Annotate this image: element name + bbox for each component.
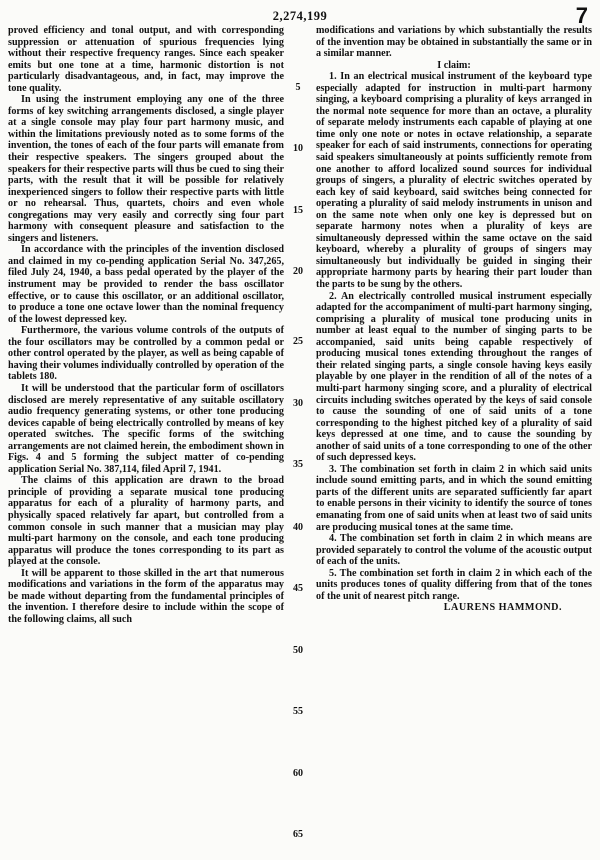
claims-heading: I claim: <box>437 59 471 71</box>
left-column <box>8 25 284 625</box>
paragraph: In using the instrument employing any one of the three forms of key switching arrangements disclosed, a single player at a single console may play four part harmony music, and within the limitations previously noted as to some forms of the invention, the tones of each of the four parts will emanate from their respective speakers. The singers grouped about the speakers for their respective parts will thus be cued to sing their parts, with the result that it will be possible for relatively inexperienced singers to follow their respective parts with little or no rehearsal. Thus, quartets, choirs and even whole congregations may very easily and correctly sing four part harmony with consequent pleasure and satisfaction to the singers and listeners. <box>8 94 284 244</box>
paragraph: Furthermore, the various volume controls of the outputs of the four oscillators may be controlled by a common pedal or other control operated by the player, as well as being capable of having their volumes individually controlled by operation of the tablets 180. <box>8 325 284 383</box>
line-number: 20 <box>293 266 303 277</box>
line-number: 40 <box>293 522 303 533</box>
line-number: 35 <box>293 459 303 470</box>
paragraph: In accordance with the principles of the invention disclosed and claimed in my co-pending application Serial No. 347,265, filed July 24, 1940, a bass pedal operated by the player of the instrument may be provided to render the bass oscillator effective, or to cause this oscillator, or an additional oscillator, to produce a tone one octave lower than the nominal frequency of the lowest depressed key. <box>8 244 284 325</box>
paragraph: proved efficiency and tonal output, and with corresponding suppression or attenuation of spurious frequencies lying without their respective frequency ranges. Since each speaker emits but one tone at a time, harmonic distortion is not particularly disadvantageous, and, in fact, may improve the tone quality. <box>8 25 284 94</box>
line-number: 5 <box>295 82 301 93</box>
line-number: 10 <box>293 143 303 154</box>
line-number: 50 <box>293 645 303 656</box>
claim: 5. The combination set forth in claim 2 in which each of the units produces tones of quality differing from that of the tones of the unit of nearest pitch range. <box>316 567 592 602</box>
paragraph: The claims of this application are drawn to the broad principle of providing a separate musical tone producing apparatus for each of a plurality of harmony parts, and physically spaced relatively far apart, but controlled from a common console in such manner that a musician may play multi-part harmony on the console, and each tone producing apparatus will produce the tones corresponding to its part as played at the console. <box>8 475 284 568</box>
paragraph: It will be apparent to those skilled in the art that numerous modifications and variations in the form of the apparatus may be made without departing from the fundamental principles of the invention. I therefore desire to include within the scope of the following claims, all such <box>8 567 284 625</box>
line-number: 25 <box>293 336 303 347</box>
paragraph: It will be understood that the particular form of oscillators disclosed are merely representative of any suitable oscillatory audio frequency generating systems, or other tone producing devices capable of being electrically controlled by means of key operated switches. The specific forms of the switching arrangements are not claimed herein, the embodiment shown in Figs. 4 and 5 forming the subject matter of co-pending application Serial No. 387,114, filed April 7, 1941. <box>8 382 284 475</box>
line-number: 65 <box>293 829 303 840</box>
right-column <box>316 25 592 614</box>
claim: 1. In an electrical musical instrument of the keyboard type especially adapted for instruction in multi-part harmony singing, a keyboard comprising a plurality of keys arranged in the normal note sequence for more than an octave, a plurality of separate melody instruments each capable of playing at one time only one note or notes in octave relationship, a separate speaker for each of said instruments, connections for operating said speakers simultaneously at points sufficiently remote from one another to afford localized sound sources for individual groups of singers, a plurality of electric switches operated by each key of said keyboard, said switches being connected for operating a plurality of said melody instruments in unison and on the same note when only one key is depressed but on separate harmony notes when a plurality of keys are simultaneously depressed within the same octave on the said keyboard, whereby a plurality of groups of singers may simultaneously but individually be guided in singing their appropriate harmony parts by hearing their part louder than the parts to be sung by the others. <box>316 71 592 291</box>
line-number: 55 <box>293 706 303 717</box>
line-number: 30 <box>293 398 303 409</box>
page-number: 7 <box>575 3 588 28</box>
paragraph: modifications and variations by which substantially the results of the invention may be obtained in substantially the same or in a similar manner. <box>316 25 592 60</box>
claim: 3. The combination set forth in claim 2 in which said units include sound emitting parts, and in which the sound emitting parts of the different units are separated sufficiently far apart to enable persons in their vicinity to identify the source of tones emanating from one of said units when at least two of said units are producing musical tones at the same time. <box>316 463 592 533</box>
claim: 4. The combination set forth in claim 2 in which means are provided separately to control the volume of the acoustic output of each of the units. <box>316 533 592 568</box>
line-number: 60 <box>293 768 303 779</box>
line-number: 45 <box>293 583 303 594</box>
line-number: 15 <box>293 205 303 216</box>
claim: 2. An electrically controlled musical instrument especially adapted for the accompaniment of multi-part harmony singing, comprising a plurality of musical tone producing units in number at least equal to the number of singing parts to be accompanied, said units being capable respectively of producing musical tones extending throughout the ranges of their related singing parts, a single console having keys easily playable by one player in the rendition of all of the notes of a multi-part harmony singing score, and a plurality of electrical circuits including switches operated by the keys of said console to cause the sounding of one of said units of a tone corresponding to the highest pitched key of a plurality of said keys depressed at one time, and to cause the sounding by another of said units of a tone corresponding to one of the other of such depressed keys. <box>316 290 592 464</box>
signature: LAURENS HAMMOND. <box>443 602 562 614</box>
patent-number: 2,274,199 <box>272 9 328 23</box>
